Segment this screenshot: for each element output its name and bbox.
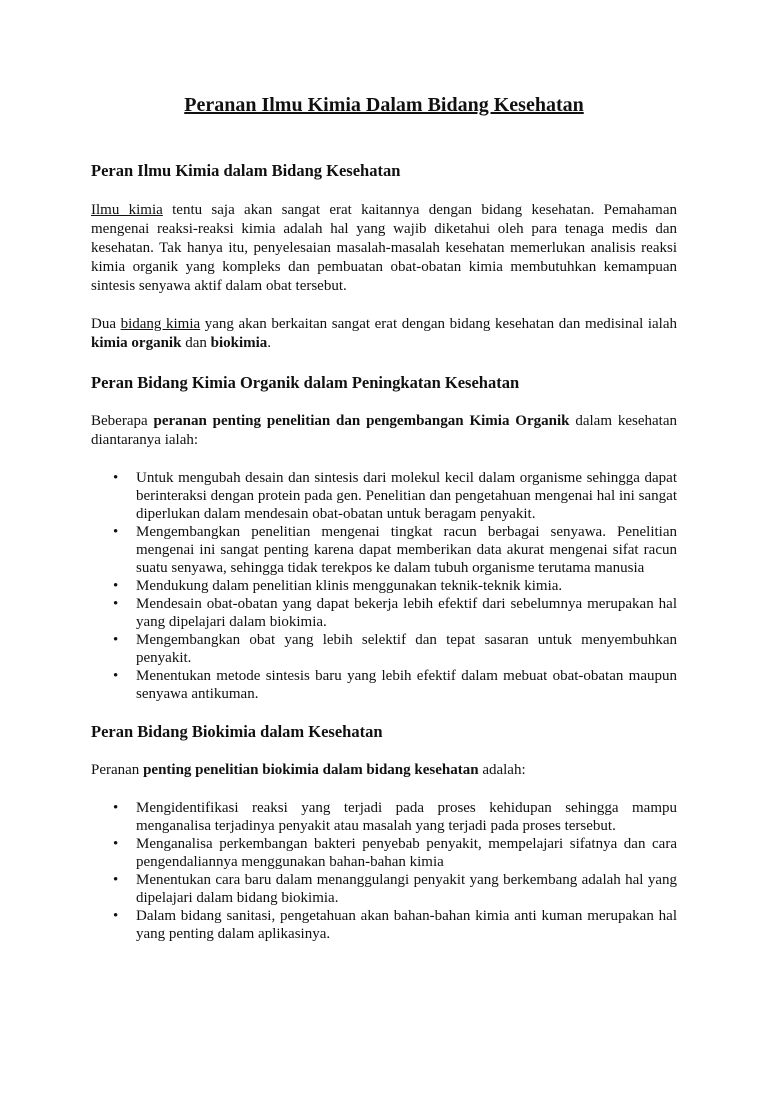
section-heading-ilmu-kimia: Peran Ilmu Kimia dalam Bidang Kesehatan (91, 161, 401, 180)
list-item (91, 595, 677, 631)
list-item (91, 871, 677, 907)
list-item-text: Menentukan cara baru dalam menanggulangi penyakit yang berkembang adalah hal yang dipelajari dalam bidang biokimia. (136, 872, 677, 906)
bullet-icon: • (113, 836, 119, 852)
list-item-text: Mendesain obat-obatan yang dapat bekerja lebih efektif dari sebelumnya merupakan hal yang dipelajari dalam biokimia. (136, 596, 677, 630)
bullet-icon: • (113, 872, 119, 888)
list-item (91, 799, 677, 835)
bold-penting-penelitian: penting penelitian biokimia dalam bidang kesehatan (143, 762, 479, 778)
text-run: dan (181, 335, 211, 351)
list-item (91, 631, 677, 667)
list-item (91, 667, 677, 703)
bold-kimia-organik: kimia organik (91, 335, 182, 351)
text-run: Peranan (91, 762, 144, 778)
text-run: dalam kesehatan diantaranya ialah: (91, 413, 677, 448)
paragraph-intro-text: tentu saja akan sangat erat kaitannya dengan bidang kesehatan. Pemahaman mengenai reaksi-reaksi kimia adalah hal yang wajib diketahui oleh para tenaga medis dan kesehatan. Tak hanya itu, penyelesaian masalah-masalah kesehatan memerlukan analisis reaksi kimia organik yang kompleks dan pembuatan obat-obatan kimia membutuhkan kemampuan sintesis senyawa aktif dalam obat tersebut. (91, 202, 677, 294)
section-heading-biokimia: Peran Bidang Biokimia dalam Kesehatan (91, 722, 383, 741)
text-run: Beberapa (91, 413, 154, 429)
text-run: Dua (91, 316, 121, 332)
bullet-icon: • (113, 800, 119, 816)
text-run: adalah: (478, 762, 526, 778)
list-kimia-organik (91, 469, 677, 703)
list-item-text: Mengidentifikasi reaksi yang terjadi pada proses kehidupan sehingga mampu menganalisa terjadinya penyakit atau masalah yang terjadi pada proses tersebut. (136, 800, 677, 834)
bullet-icon: • (113, 524, 119, 540)
paragraph-intro (91, 201, 677, 296)
paragraph-bidang-kimia (91, 315, 677, 353)
list-item-text: Menentukan metode sintesis baru yang lebih efektif dalam mebuat obat-obatan maupun senyawa antikuman. (136, 668, 677, 702)
paragraph-kimia-organik-intro (91, 412, 677, 450)
list-item-text: Mengembangkan penelitian mengenai tingkat racun berbagai senyawa. Penelitian mengenai ini sangat penting karena dapat memberikan data akurat mengenai sifat racun suatu senyawa, sehingga tidak terekpos ke dalam tubuh organisme terutama manusia (136, 524, 677, 576)
link-ilmu-kimia[interactable]: Ilmu kimia (91, 202, 163, 218)
list-item-text: Mengembangkan obat yang lebih selektif dan tepat sasaran untuk menyembuhkan penyakit. (136, 632, 677, 666)
text-run: . (267, 335, 272, 351)
bold-biokimia: biokimia (210, 335, 268, 351)
list-item (91, 577, 677, 595)
bullet-icon: • (113, 908, 119, 924)
bullet-icon: • (113, 632, 119, 648)
list-item-text: Menganalisa perkembangan bakteri penyebab penyakit, mempelajari sifatnya dan cara pengendaliannya menggunakan bahan-bahan kimia (136, 836, 677, 870)
list-item-text: Dalam bidang sanitasi, pengetahuan akan bahan-bahan kimia anti kuman merupakan hal yang penting dalam aplikasinya. (136, 908, 677, 942)
document-title: Peranan Ilmu Kimia Dalam Bidang Kesehatan (184, 94, 584, 116)
bullet-icon: • (113, 578, 119, 594)
bullet-icon: • (113, 470, 119, 486)
bullet-icon: • (113, 596, 119, 612)
list-item-text: Mendukung dalam penelitian klinis menggunakan teknik-teknik kimia. (136, 578, 563, 594)
section-heading-kimia-organik: Peran Bidang Kimia Organik dalam Peningkatan Kesehatan (91, 373, 520, 392)
list-item (91, 835, 677, 871)
list-item (91, 469, 677, 523)
text-run: yang akan berkaitan sangat erat dengan bidang kesehatan dan medisinal ialah (200, 316, 677, 332)
bold-peranan-penting: peranan penting penelitian dan pengembangan Kimia Organik (153, 413, 570, 429)
document-page (0, 92, 768, 1116)
list-item (91, 523, 677, 577)
bullet-icon: • (113, 668, 119, 684)
list-item (91, 907, 677, 943)
list-biokimia (91, 799, 677, 943)
list-item-text: Untuk mengubah desain dan sintesis dari molekul kecil dalam organisme sehingga dapat berinteraksi dengan protein pada gen. Penelitian dan pengetahuan mengenai hal ini sangat diperlukan dalam mendesain obat-obatan untuk beragam penyakit. (136, 470, 677, 522)
paragraph-biokimia-intro (91, 761, 677, 780)
link-bidang-kimia[interactable]: bidang kimia (120, 316, 201, 332)
